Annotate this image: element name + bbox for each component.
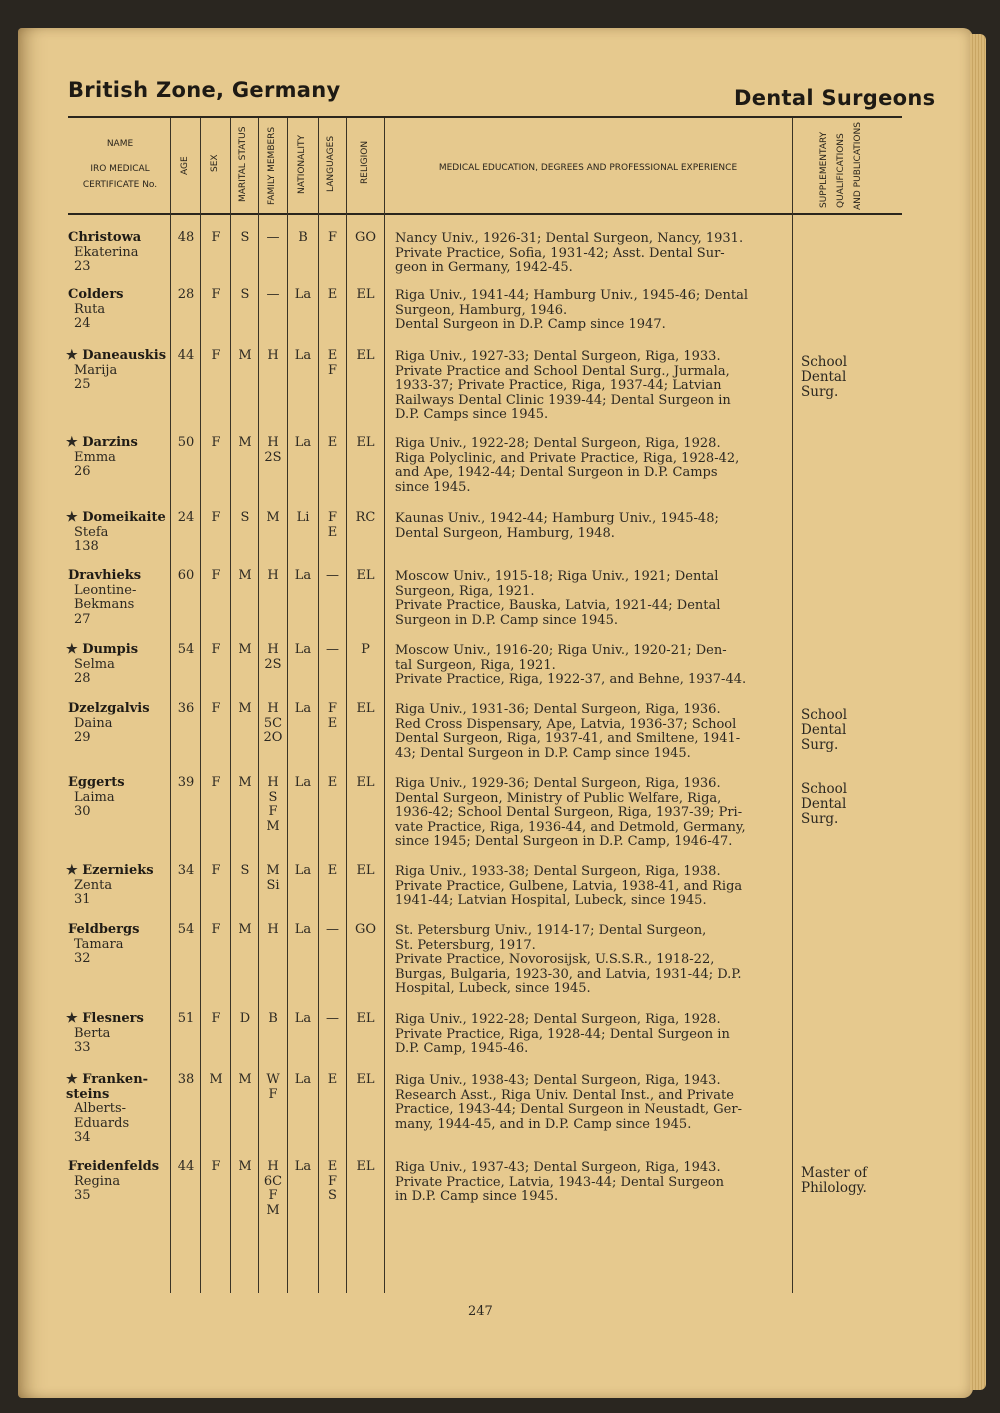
nationality-cell: La — [294, 1011, 312, 1026]
col-header-supp-line1: SUPPLEMENTARY — [819, 131, 829, 208]
given-name-and-cert: Marija 25 — [74, 362, 118, 392]
name-cell — [68, 702, 150, 746]
languages-cell: E — [327, 287, 338, 302]
col-header-age: AGE — [180, 156, 190, 175]
col-header-education: MEDICAL EDUCATION, DEGREES AND PROFESSIONAL EXPERIENCE — [438, 163, 738, 173]
surname: Christowa — [68, 230, 142, 245]
star-icon: ★ — [66, 435, 83, 450]
given-name-and-cert: Ruta 24 — [74, 301, 106, 331]
col-divider — [200, 118, 201, 1293]
languages-cell: E — [327, 863, 338, 878]
col-header-name-line2: IRO MEDICAL — [90, 164, 150, 174]
surname: Darzins — [82, 435, 138, 450]
col-header-name-line3: CERTIFICATE No. — [82, 180, 158, 190]
education-cell: St. Petersburg Univ., 1914-17; Dental Surgeon, St. Petersburg, 1917. Private Practice, Novorosijsk, U.S.S.R., 1918-22, Burgas, Bulgaria, 1923-30, and Latvia, 1931-44; D.P. Hospital, Lubeck, since 1945. — [395, 923, 742, 997]
family-cell: H 2S — [264, 435, 282, 465]
running-header-left: British Zone, Germany — [68, 78, 341, 102]
languages-cell: E — [327, 435, 338, 450]
given-name-and-cert: Berta 33 — [74, 1025, 111, 1055]
surname: Dumpis — [82, 642, 139, 657]
col-divider — [170, 118, 171, 1293]
sex-cell: F — [211, 568, 221, 583]
supplementary-cell: School Dental Surg. — [801, 781, 848, 827]
sex-cell: M — [209, 1072, 223, 1087]
family-cell: — — [266, 230, 280, 245]
header-top-rule — [68, 116, 902, 118]
family-cell: — — [266, 287, 280, 302]
education-cell: Moscow Univ., 1915-18; Riga Univ., 1921; Dental Surgeon, Riga, 1921. Private Practice, Bauska, Latvia, 1921-44; Dental Surgeon in D.P. Camp since 1945. — [395, 569, 721, 628]
age-cell: 34 — [177, 863, 195, 878]
supplementary-cell: Master of Philology. — [801, 1165, 868, 1196]
age-cell: 36 — [177, 701, 195, 716]
col-header-family-members: FAMILY MEMBERS — [267, 126, 277, 205]
marital-cell: S — [240, 863, 250, 878]
education-cell: Kaunas Univ., 1942-44; Hamburg Univ., 1945-48; Dental Surgeon, Hamburg, 1948. — [395, 511, 719, 541]
given-name-and-cert: Emma 26 — [74, 449, 116, 479]
name-cell — [66, 864, 154, 908]
given-name-and-cert: Leontine- Bekmans 27 — [74, 582, 137, 627]
marital-cell: M — [238, 701, 252, 716]
sex-cell: F — [211, 863, 221, 878]
marital-cell: D — [239, 1011, 251, 1026]
col-header-supp-line2: QUALIFICATIONS — [836, 133, 846, 208]
education-cell: Riga Univ., 1938-43; Dental Surgeon, Riga, 1943. Research Asst., Riga Univ. Dental Inst., and Private Practice, 1943-44; Dental Surgeon in Neustadt, Ger- many, 1944-45, and in D.P. Camp since 1945. — [395, 1073, 742, 1132]
surname: Eggerts — [68, 775, 125, 790]
religion-cell: P — [361, 642, 370, 657]
sex-cell: F — [211, 642, 221, 657]
nationality-cell: La — [294, 1159, 312, 1174]
religion-cell: EL — [356, 1159, 375, 1174]
marital-cell: M — [238, 348, 252, 363]
age-cell: 24 — [177, 510, 195, 525]
supplementary-cell: School Dental Surg. — [801, 354, 848, 400]
given-name-and-cert: Regina 35 — [74, 1173, 121, 1203]
education-cell: Moscow Univ., 1916-20; Riga Univ., 1920-21; Den- tal Surgeon, Riga, 1921. Private Practice, Riga, 1922-37, and Behne, 1937-44. — [395, 643, 747, 688]
name-cell — [68, 776, 125, 820]
star-icon: ★ — [66, 642, 83, 657]
name-cell — [68, 1160, 159, 1204]
family-cell: H S F M — [266, 775, 280, 834]
page-number: 247 — [468, 1304, 493, 1319]
family-cell: M Si — [266, 863, 280, 893]
family-cell: B — [268, 1011, 278, 1026]
sex-cell: F — [211, 1011, 221, 1026]
surname: Feldbergs — [68, 922, 140, 937]
nationality-cell: B — [298, 230, 308, 245]
education-cell: Riga Univ., 1937-43; Dental Surgeon, Riga, 1943. Private Practice, Latvia, 1943-44; Dental Surgeon in D.P. Camp since 1945. — [395, 1160, 724, 1205]
nationality-cell: La — [294, 863, 312, 878]
education-cell: Riga Univ., 1927-33; Dental Surgeon, Riga, 1933. Private Practice and School Dental Surg., Jurmala, 1933-37; Private Practice, Riga, 1937-44; Latvian Railways Dental Clinic 1939-44; Dental Surgeon in D.P. Camps since 1945. — [395, 349, 731, 423]
languages-cell: F — [327, 230, 338, 245]
nationality-cell: La — [294, 642, 312, 657]
religion-cell: RC — [355, 510, 376, 525]
col-header-religion: RELIGION — [360, 140, 370, 184]
languages-cell: — — [326, 568, 339, 583]
surname: Colders — [68, 287, 124, 302]
given-name-and-cert: Stefa 138 — [74, 524, 109, 554]
surname: Ezernieks — [82, 863, 154, 878]
age-cell: 48 — [177, 230, 195, 245]
education-cell: Riga Univ., 1929-36; Dental Surgeon, Riga, 1936. Dental Surgeon, Ministry of Public Welfare, Riga, 1936-42; School Dental Surgeon, Riga, 1937-39; Pri- vate Practice, Riga, 1936-44, and Detmold, Germany, since 1945; Dental Surgeon in D.P. Camp, 1946-47. — [395, 776, 746, 850]
col-divider — [792, 118, 793, 1293]
languages-cell: E F S — [327, 1159, 338, 1203]
running-header-right: Dental Surgeons — [734, 86, 936, 110]
education-cell: Nancy Univ., 1926-31; Dental Surgeon, Nancy, 1931. Private Practice, Sofia, 1931-42; Asst. Dental Sur- geon in Germany, 1942-45. — [395, 231, 744, 276]
given-name-and-cert: Ekaterina 23 — [74, 244, 139, 274]
name-cell — [68, 231, 141, 275]
religion-cell: GO — [354, 922, 377, 937]
supplementary-cell: School Dental Surg. — [801, 707, 848, 753]
age-cell: 54 — [177, 922, 195, 937]
family-cell: H — [267, 922, 279, 937]
sex-cell: F — [211, 348, 221, 363]
age-cell: 50 — [177, 435, 195, 450]
nationality-cell: La — [294, 435, 312, 450]
star-icon: ★ — [66, 863, 83, 878]
name-cell — [66, 511, 166, 555]
religion-cell: EL — [356, 287, 375, 302]
sex-cell: F — [211, 1159, 221, 1174]
age-cell: 38 — [177, 1072, 195, 1087]
languages-cell: E — [327, 775, 338, 790]
col-divider — [384, 118, 385, 1293]
name-cell — [68, 923, 139, 967]
age-cell: 44 — [177, 1159, 195, 1174]
family-cell: H 5C 2O — [263, 701, 283, 745]
marital-cell: M — [238, 568, 252, 583]
surname: Flesners — [82, 1011, 144, 1026]
religion-cell: EL — [356, 348, 375, 363]
nationality-cell: La — [294, 348, 312, 363]
surname: Freidenfelds — [68, 1159, 160, 1174]
sex-cell: F — [211, 287, 221, 302]
surname: Daneauskis — [82, 348, 167, 363]
religion-cell: EL — [356, 1072, 375, 1087]
page-edge — [970, 34, 986, 1390]
col-header-languages: LANGUAGES — [326, 135, 336, 192]
family-cell: W F — [266, 1072, 280, 1102]
given-name-and-cert: Selma 28 — [74, 656, 115, 686]
religion-cell: EL — [356, 568, 375, 583]
sex-cell: F — [211, 701, 221, 716]
languages-cell: — — [326, 922, 339, 937]
col-divider — [230, 118, 231, 1293]
given-name-and-cert: Alberts- Eduards 34 — [74, 1101, 130, 1145]
marital-cell: M — [238, 435, 252, 450]
marital-cell: S — [240, 230, 250, 245]
col-header-supp-line3: AND PUBLICATIONS — [853, 122, 863, 210]
religion-cell: EL — [356, 701, 375, 716]
marital-cell: M — [238, 642, 252, 657]
col-header-name — [70, 138, 170, 192]
family-cell: H 2S — [264, 642, 282, 672]
surname: Domeikaite — [82, 510, 166, 525]
education-cell: Riga Univ., 1922-28; Dental Surgeon, Riga, 1928. Riga Polyclinic, and Private Practice, Riga, 1928-42, and Ape, 1942-44; Dental Surgeon in D.P. Camps since 1945. — [395, 436, 740, 495]
header-bottom-rule — [68, 213, 902, 215]
age-cell: 44 — [177, 348, 195, 363]
col-header-marital-status: MARITAL STATUS — [238, 126, 248, 202]
languages-cell: E F — [327, 348, 338, 378]
family-cell: H 6C F M — [263, 1159, 283, 1218]
name-cell — [66, 349, 166, 393]
education-cell: Riga Univ., 1931-36; Dental Surgeon, Riga, 1936. Red Cross Dispensary, Ape, Latvia, 1936-37; School Dental Surgeon, Riga, 1937-41, and Smiltene, 1941- 43; Dental Surgeon in D.P. Camp since 1945. — [395, 702, 741, 761]
name-cell — [66, 1012, 144, 1056]
given-name-and-cert: Laima 30 — [74, 789, 115, 819]
family-cell: M — [266, 510, 280, 525]
marital-cell: M — [238, 922, 252, 937]
name-cell — [68, 288, 124, 332]
nationality-cell: La — [294, 775, 312, 790]
star-icon: ★ — [66, 1011, 83, 1026]
col-header-sex: SEX — [210, 154, 220, 172]
family-cell: H — [267, 348, 279, 363]
age-cell: 28 — [177, 287, 195, 302]
marital-cell: S — [240, 287, 250, 302]
sex-cell: F — [211, 775, 221, 790]
languages-cell: E — [327, 1072, 338, 1087]
nationality-cell: La — [294, 701, 312, 716]
languages-cell: F E — [327, 510, 338, 540]
nationality-cell: La — [294, 922, 312, 937]
star-icon: ★ — [66, 1072, 83, 1087]
surname: Dravhieks — [68, 568, 142, 583]
sex-cell: F — [211, 230, 221, 245]
given-name-and-cert: Tamara 32 — [74, 936, 124, 966]
name-cell — [66, 643, 138, 687]
marital-cell: M — [238, 1159, 252, 1174]
age-cell: 54 — [177, 642, 195, 657]
marital-cell: M — [238, 1072, 252, 1087]
languages-cell: F E — [327, 701, 338, 731]
col-header-nationality: NATIONALITY — [297, 135, 307, 194]
surname: Franken- steins — [66, 1072, 149, 1102]
sex-cell: F — [211, 510, 221, 525]
nationality-cell: La — [294, 1072, 312, 1087]
age-cell: 51 — [177, 1011, 195, 1026]
name-cell — [68, 569, 141, 627]
languages-cell: — — [326, 1011, 339, 1026]
col-header-name-line1: NAME — [106, 139, 134, 149]
religion-cell: GO — [354, 230, 377, 245]
education-cell: Riga Univ., 1933-38; Dental Surgeon, Riga, 1938. Private Practice, Gulbene, Latvia, 1938-41, and Riga 1941-44; Latvian Hospital, Lubeck, since 1945. — [395, 864, 743, 909]
surname: Dzelzgalvis — [68, 701, 150, 716]
religion-cell: EL — [356, 1011, 375, 1026]
name-cell — [66, 1073, 148, 1146]
star-icon: ★ — [66, 510, 83, 525]
age-cell: 39 — [177, 775, 195, 790]
religion-cell: EL — [356, 435, 375, 450]
given-name-and-cert: Zenta 31 — [74, 877, 113, 907]
nationality-cell: La — [294, 287, 312, 302]
given-name-and-cert: Daina 29 — [74, 715, 113, 745]
nationality-cell: La — [294, 568, 312, 583]
family-cell: H — [267, 568, 279, 583]
religion-cell: EL — [356, 863, 375, 878]
marital-cell: S — [240, 510, 250, 525]
religion-cell: EL — [356, 775, 375, 790]
age-cell: 60 — [177, 568, 195, 583]
star-icon: ★ — [66, 348, 83, 363]
marital-cell: M — [238, 775, 252, 790]
sex-cell: F — [211, 922, 221, 937]
languages-cell: — — [326, 642, 339, 657]
sex-cell: F — [211, 435, 221, 450]
nationality-cell: Li — [296, 510, 310, 525]
name-cell — [66, 436, 138, 480]
education-cell: Riga Univ., 1922-28; Dental Surgeon, Riga, 1928. Private Practice, Riga, 1928-44; Dental Surgeon in D.P. Camp, 1945-46. — [395, 1012, 730, 1057]
education-cell: Riga Univ., 1941-44; Hamburg Univ., 1945-46; Dental Surgeon, Hamburg, 1946. Dental Surgeon in D.P. Camp since 1947. — [395, 288, 748, 333]
